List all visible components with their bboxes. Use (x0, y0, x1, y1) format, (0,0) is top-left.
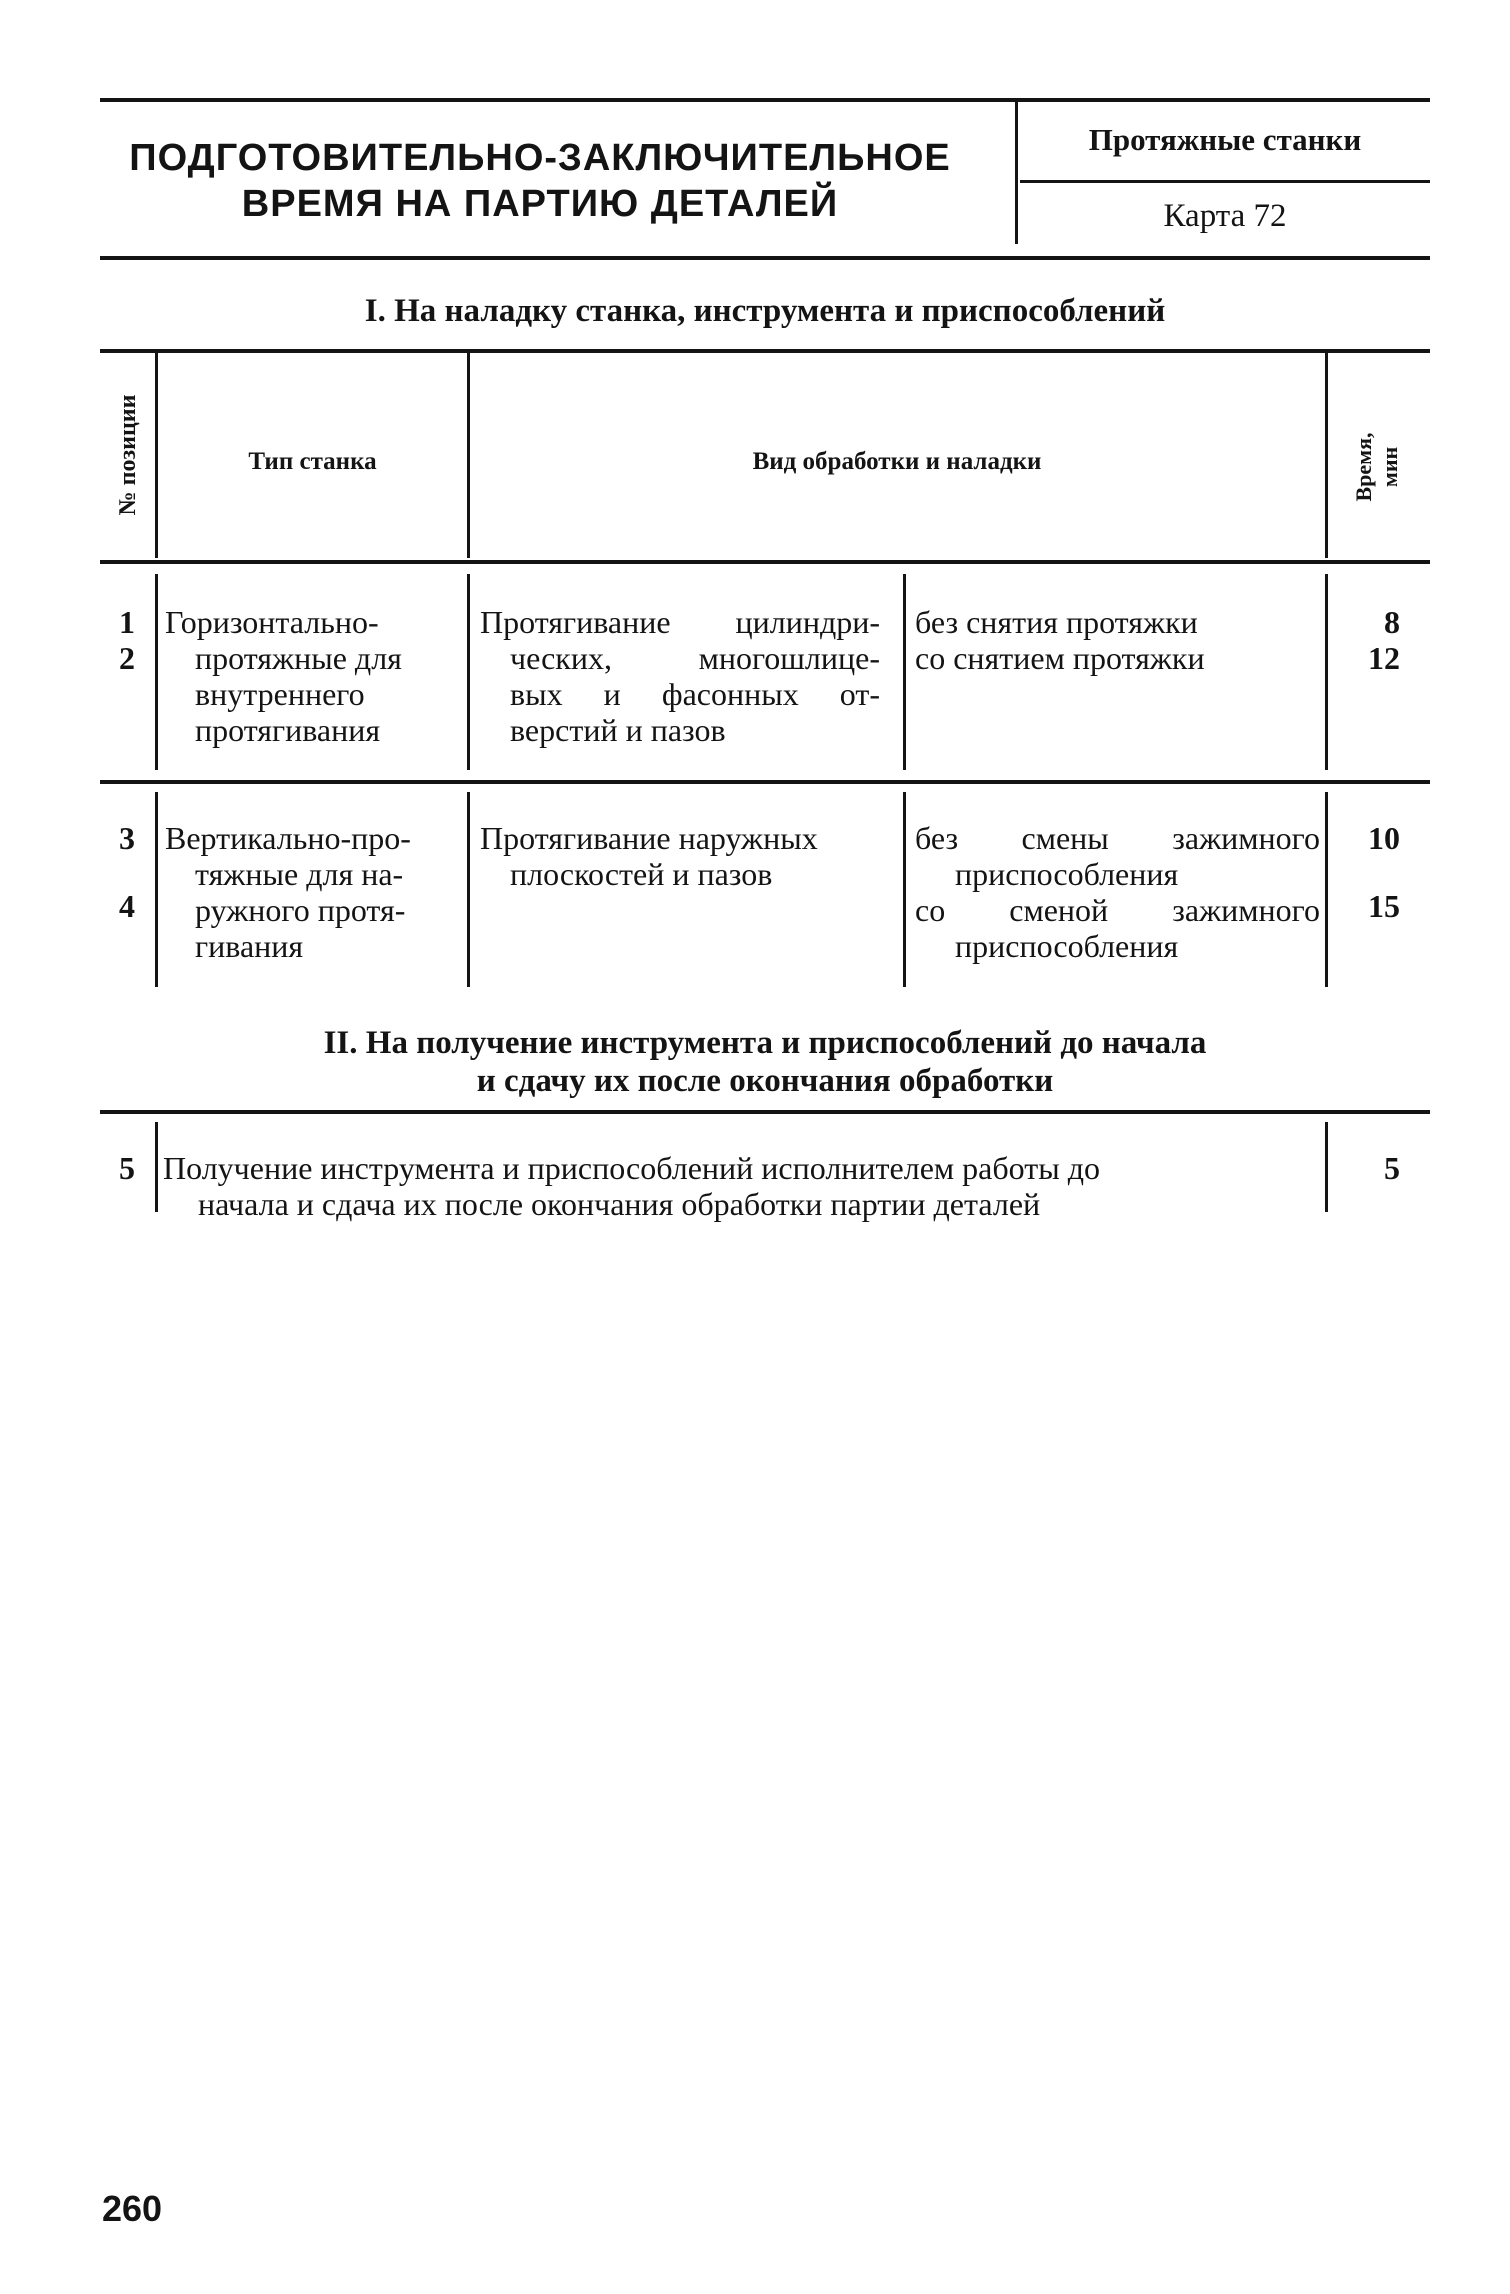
machine-line: гивания (195, 928, 304, 964)
section-2-rule (100, 1110, 1430, 1114)
time-2: 12 (1368, 640, 1400, 676)
section-2-title-line-1: II. На получение инструмента и приспособлений до начала (323, 1025, 1207, 1061)
section-2-title (100, 1024, 1430, 1100)
group2-times (1340, 820, 1400, 924)
header-inner-rule (1020, 180, 1430, 183)
position-5: 5 (119, 1150, 135, 1186)
group1-variants (915, 604, 1315, 676)
group1-divider-4 (1325, 574, 1328, 770)
variant-line: приспособления (955, 928, 1179, 964)
process-line: ческих, многошлице- (510, 640, 880, 676)
group1-divider-3 (903, 574, 906, 770)
header-top-rule (100, 98, 1430, 102)
row-text-line-2: начала и сдача их после окончания обработки партии деталей (198, 1186, 1041, 1222)
column-header-time (1351, 407, 1405, 527)
process-line: Протягивание наружных (480, 820, 818, 856)
group2-variants (915, 820, 1320, 964)
position-1: 1 (119, 604, 135, 640)
machine-line: тяжные для на- (195, 856, 404, 892)
process-line: Протягивание цилиндри- (480, 604, 880, 640)
group1-divider-2 (467, 574, 470, 770)
process-line: вых и фасонных от- (510, 676, 880, 712)
time-1: 8 (1384, 604, 1400, 640)
position-2: 2 (119, 640, 135, 676)
variant-no-removal: без снятия протяжки (915, 604, 1198, 640)
group1-times (1340, 604, 1400, 676)
table-header-rule (100, 560, 1430, 564)
header-divider (1015, 102, 1018, 244)
machine-line: Вертикально-про- (165, 820, 411, 856)
position-4: 4 (119, 888, 135, 924)
group2-divider-3 (903, 792, 906, 987)
position-3: 3 (119, 820, 135, 856)
variant-with-change: со сменой зажимного (915, 892, 1320, 928)
group-separator-rule (100, 780, 1430, 784)
section2-divider-1 (155, 1122, 158, 1212)
col-divider-1 (155, 353, 158, 558)
variant-no-change: без смены зажимного (915, 820, 1320, 856)
section2-row-text (163, 1150, 1313, 1222)
time-3: 10 (1368, 820, 1400, 856)
time-header-line-1: Время, (1351, 432, 1376, 502)
group1-machine-type (165, 604, 455, 748)
section2-divider-2 (1325, 1122, 1328, 1212)
group2-divider-4 (1325, 792, 1328, 987)
group2-processing (480, 820, 890, 892)
col-divider-2 (467, 353, 470, 558)
machine-line: ружного протя- (195, 892, 406, 928)
header-bottom-rule (100, 256, 1430, 260)
title-line-2: ВРЕМЯ НА ПАРТИЮ ДЕТАЛЕЙ (241, 183, 839, 225)
category-label: Протяжные станки (1088, 122, 1362, 157)
col-divider-3 (1325, 353, 1328, 558)
variant-with-removal: со снятием протяжки (915, 640, 1205, 676)
page-title (110, 135, 970, 227)
process-line: плоскостей и пазов (510, 856, 773, 892)
machine-line: внутреннего (195, 676, 365, 712)
group1-processing (480, 604, 880, 748)
machine-line: протягивания (195, 712, 381, 748)
page-number: 260 (102, 2188, 163, 2229)
card-number: Карта 72 (1163, 198, 1287, 234)
table-row (112, 604, 142, 676)
variant-line: приспособления (955, 856, 1179, 892)
machine-line: Горизонтально- (165, 604, 379, 640)
title-line-1: ПОДГОТОВИТЕЛЬНО-ЗАКЛЮЧИТЕЛЬНОЕ (129, 137, 951, 179)
time-header-line-2: мин (1377, 446, 1402, 488)
column-header-machine-type: Тип станка (248, 448, 377, 475)
group1-divider-1 (155, 574, 158, 770)
row-text-line-1: Получение инструмента и приспособлений исполнителем работы до (163, 1150, 1100, 1186)
column-header-position: № позиции (115, 394, 141, 516)
table-row (112, 820, 142, 924)
table-top-rule (100, 349, 1430, 353)
group2-divider-2 (467, 792, 470, 987)
process-line: верстий и пазов (510, 712, 726, 748)
section-1-title: I. На наладку станка, инструмента и приспособлений (364, 293, 1166, 329)
machine-line: протяжные для (195, 640, 402, 676)
time-5: 5 (1384, 1150, 1400, 1186)
group2-divider-1 (155, 792, 158, 987)
section-2-title-line-2: и сдачу их после окончания обработки (476, 1063, 1054, 1099)
group2-machine-type (165, 820, 455, 964)
time-4: 15 (1368, 888, 1400, 924)
column-header-processing: Вид обработки и наладки (752, 448, 1042, 475)
